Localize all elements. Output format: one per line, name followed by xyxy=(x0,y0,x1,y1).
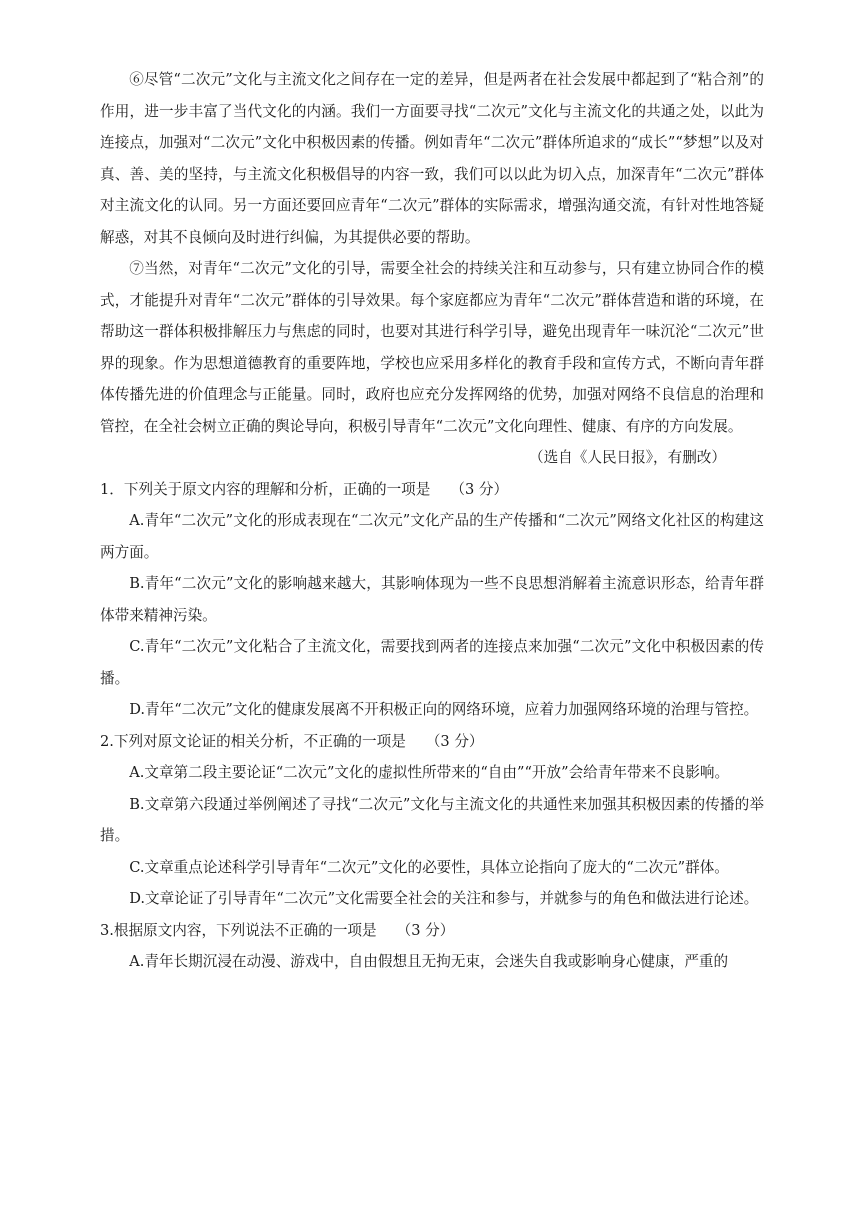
question-stem-text: 3.根据原文内容，下列说法不正确的一项是 xyxy=(100,921,377,939)
question-3 xyxy=(100,915,764,978)
question-stem-text: 1．下列关于原文内容的理解和分析，正确的一项是 xyxy=(100,480,431,498)
question-score: （3 分） xyxy=(396,921,455,939)
option-c: C.文章重点论述科学引导青年“二次元”文化的必要性，具体立论指向了庞大的“二次元”群体。 xyxy=(129,858,729,876)
question-1 xyxy=(100,474,764,726)
question-score: （3 分） xyxy=(450,480,509,498)
question-stem xyxy=(100,474,764,506)
option-c: C.青年“二次元”文化粘合了主流文化，需要找到两者的连接点来加强“二次元”文化中积极因素的传播。 xyxy=(100,638,764,687)
question-stem-text: 2.下列对原文论证的相关分析，不正确的一项是 xyxy=(100,732,406,750)
question-stem xyxy=(100,915,764,947)
option-b: B.青年“二次元”文化的影响越来越大，其影响体现为一些不良思想消解着主流意识形态，给青年群体带来精神污染。 xyxy=(100,575,764,624)
option-a: A.青年长期沉浸在动漫、游戏中，自由假想且无拘无束，会迷失自我或影响身心健康，严重的 xyxy=(129,953,729,970)
question-2 xyxy=(100,726,764,915)
question-score: （3 分） xyxy=(425,732,484,750)
question-stem xyxy=(100,726,764,758)
paragraph-6: ⑥尽管“二次元”文化与主流文化之间存在一定的差异，但是两者在社会发展中都起到了“粘合剂”的作用，进一步丰富了当代文化的内涵。我们一方面要寻找“二次元”文化与主流文化的共通之处，以此为连接点，加强对“二次元”文化中积极因素的传播。例如青年“二次元”群体所追求的“成长”“梦想”以及对真、善、美的坚持，与主流文化积极倡导的内容一致，我们可以以此为切入点，加深青年“二次元”群体对主流文化的认同。另一方面还要回应青年“二次元”群体的实际需求，增强沟通交流，有针对性地答疑解惑，对其不良倾向及时进行纠偏，为其提供必要的帮助。 xyxy=(100,71,764,246)
paragraph-7: ⑦当然，对青年“二次元”文化的引导，需要全社会的持续关注和互动参与，只有建立协同合作的模式，才能提升对青年“二次元”群体的引导效果。每个家庭都应为青年“二次元”群体营造和谐的环境，在帮助这一群体积极排解压力与焦虑的同时，也要对其进行科学引导，避免出现青年一味沉沦“二次元”世界的现象。作为思想道德教育的重要阵地，学校也应采用多样化的教育手段和宣传方式，不断向青年群体传播先进的价值理念与正能量。同时，政府也应充分发挥网络的优势，加强对网络不良信息的治理和管控，在全社会树立正确的舆论导向，积极引导青年“二次元”文化向理性、健康、有序的方向发展。 xyxy=(100,260,764,435)
source-citation: （选自《人民日报》，有删改） xyxy=(528,449,726,466)
option-d: D.文章论证了引导青年“二次元”文化需要全社会的关注和参与，并就参与的角色和做法进行论述。 xyxy=(129,890,759,907)
option-a: A.文章第二段主要论证“二次元”文化的虚拟性所带来的“自由”“开放”会给青年带来不良影响。 xyxy=(129,764,730,781)
option-b: B.文章第六段通过举例阐述了寻找“二次元”文化与主流文化的共通性来加强其积极因素的传播的举措。 xyxy=(100,795,764,844)
option-a: A.青年“二次元”文化的形成表现在“二次元”文化产品的生产传播和“二次元”网络文化社区的构建这两方面。 xyxy=(100,512,764,561)
option-d: D.青年“二次元”文化的健康发展离不开积极正向的网络环境，应着力加强网络环境的治理与管控。 xyxy=(129,701,759,718)
